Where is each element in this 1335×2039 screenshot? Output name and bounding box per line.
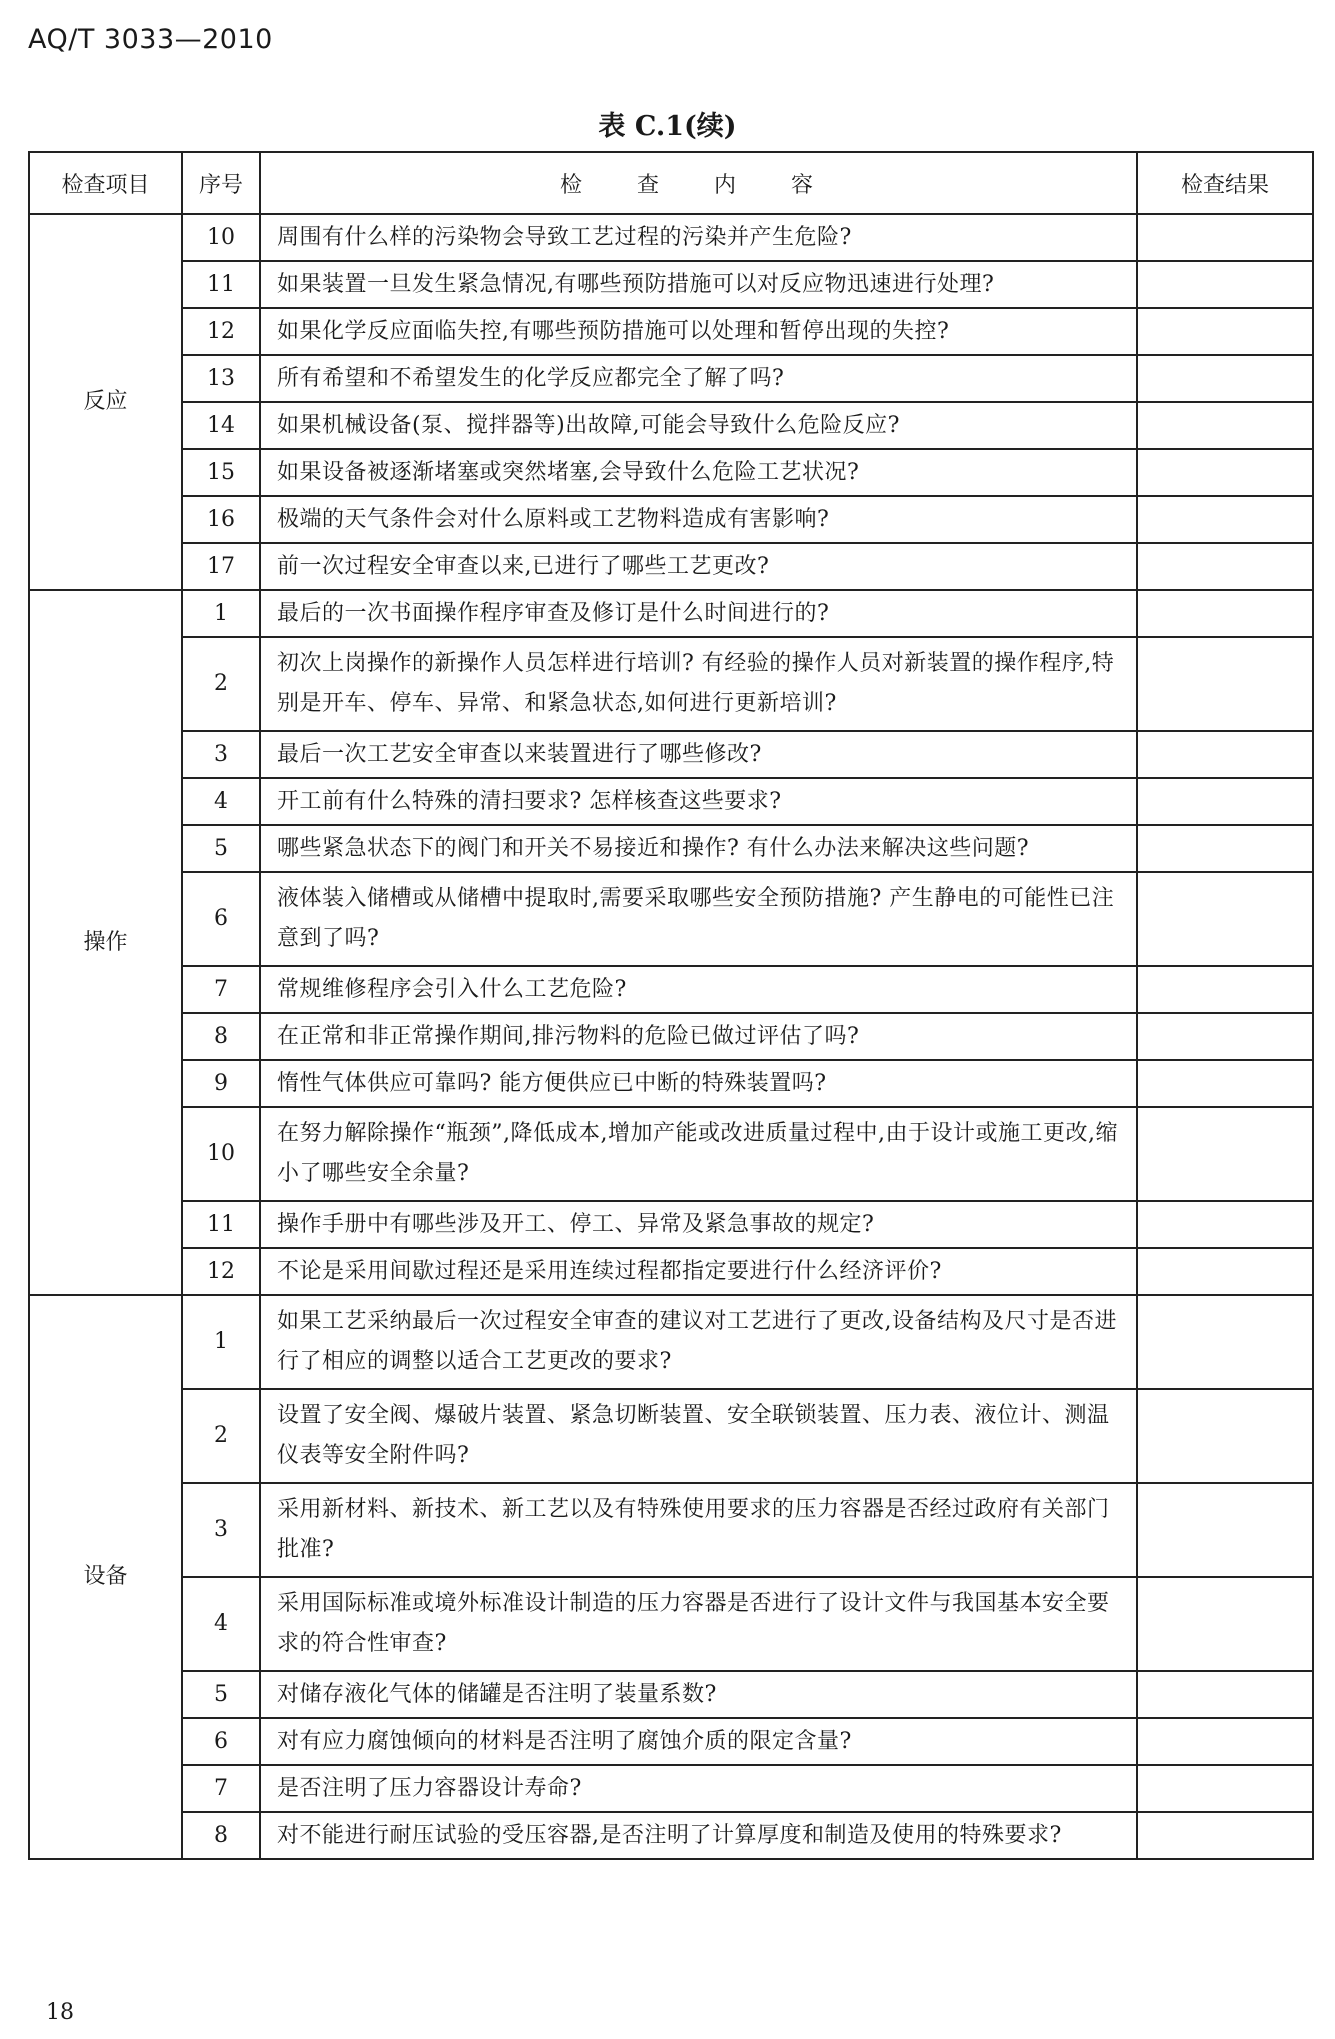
result-cell[interactable] — [1137, 872, 1313, 966]
number-cell: 5 — [182, 825, 260, 872]
content-cell: 是否注明了压力容器设计寿命? — [260, 1765, 1137, 1812]
content-cell: 对储存液化气体的储罐是否注明了装量系数? — [260, 1671, 1137, 1718]
number-cell: 1 — [182, 590, 260, 637]
content-cell: 在努力解除操作“瓶颈”,降低成本,增加产能或改进质量过程中,由于设计或施工更改,缩小了哪些安全余量? — [260, 1107, 1137, 1201]
number-cell: 15 — [182, 449, 260, 496]
result-cell[interactable] — [1137, 214, 1313, 261]
number-cell: 11 — [182, 261, 260, 308]
result-cell[interactable] — [1137, 1812, 1313, 1859]
number-cell: 2 — [182, 637, 260, 731]
number-cell: 10 — [182, 214, 260, 261]
number-cell: 8 — [182, 1812, 260, 1859]
header-row — [29, 152, 1313, 214]
table-row — [29, 590, 1313, 637]
result-cell[interactable] — [1137, 637, 1313, 731]
number-cell: 17 — [182, 543, 260, 590]
result-cell[interactable] — [1137, 1248, 1313, 1295]
content-cell: 操作手册中有哪些涉及开工、停工、异常及紧急事故的规定? — [260, 1201, 1137, 1248]
result-cell[interactable] — [1137, 778, 1313, 825]
number-cell: 3 — [182, 1483, 260, 1577]
header-content-label: 检 查 内 容 — [560, 172, 837, 198]
content-cell: 如果工艺采纳最后一次过程安全审查的建议对工艺进行了更改,设备结构及尺寸是否进行了相应的调整以适合工艺更改的要求? — [260, 1295, 1137, 1389]
content-cell: 对有应力腐蚀倾向的材料是否注明了腐蚀介质的限定含量? — [260, 1718, 1137, 1765]
content-cell: 前一次过程安全审查以来,已进行了哪些工艺更改? — [260, 543, 1137, 590]
result-cell[interactable] — [1137, 590, 1313, 637]
content-cell: 采用新材料、新技术、新工艺以及有特殊使用要求的压力容器是否经过政府有关部门批准? — [260, 1483, 1137, 1577]
result-cell[interactable] — [1137, 731, 1313, 778]
table-row — [29, 1295, 1313, 1389]
content-cell: 如果设备被逐渐堵塞或突然堵塞,会导致什么危险工艺状况? — [260, 449, 1137, 496]
page-number: 18 — [46, 2000, 74, 2025]
table-body — [29, 214, 1313, 1859]
content-cell: 设置了安全阀、爆破片装置、紧急切断装置、安全联锁装置、压力表、液位计、测温仪表等安全附件吗? — [260, 1389, 1137, 1483]
number-cell: 4 — [182, 778, 260, 825]
content-cell: 常规维修程序会引入什么工艺危险? — [260, 966, 1137, 1013]
number-cell: 10 — [182, 1107, 260, 1201]
header-content — [260, 152, 1137, 214]
table-row — [29, 778, 1313, 825]
table-row — [29, 1577, 1313, 1671]
table-row — [29, 825, 1313, 872]
number-cell: 12 — [182, 308, 260, 355]
table-row — [29, 1671, 1313, 1718]
document-code: AQ/T 3033—2010 — [28, 24, 273, 55]
number-cell: 4 — [182, 1577, 260, 1671]
content-cell: 所有希望和不希望发生的化学反应都完全了解了吗? — [260, 355, 1137, 402]
content-cell: 对不能进行耐压试验的受压容器,是否注明了计算厚度和制造及使用的特殊要求? — [260, 1812, 1137, 1859]
content-cell: 液体装入储槽或从储槽中提取时,需要采取哪些安全预防措施? 产生静电的可能性已注意到了吗? — [260, 872, 1137, 966]
result-cell[interactable] — [1137, 543, 1313, 590]
result-cell[interactable] — [1137, 402, 1313, 449]
number-cell: 12 — [182, 1248, 260, 1295]
table-row — [29, 1483, 1313, 1577]
result-cell[interactable] — [1137, 966, 1313, 1013]
content-cell: 初次上岗操作的新操作人员怎样进行培训? 有经验的操作人员对新装置的操作程序,特别是开车、停车、异常、和紧急状态,如何进行更新培训? — [260, 637, 1137, 731]
number-cell: 14 — [182, 402, 260, 449]
table-row — [29, 1107, 1313, 1201]
result-cell[interactable] — [1137, 1483, 1313, 1577]
result-cell[interactable] — [1137, 1718, 1313, 1765]
table-row — [29, 1201, 1313, 1248]
result-cell[interactable] — [1137, 261, 1313, 308]
header-result: 检查结果 — [1137, 152, 1313, 214]
number-cell: 7 — [182, 966, 260, 1013]
table-row — [29, 731, 1313, 778]
table-row — [29, 872, 1313, 966]
table-row — [29, 402, 1313, 449]
content-cell: 在正常和非正常操作期间,排污物料的危险已做过评估了吗? — [260, 1013, 1137, 1060]
content-cell: 如果机械设备(泵、搅拌器等)出故障,可能会导致什么危险反应? — [260, 402, 1137, 449]
number-cell: 8 — [182, 1013, 260, 1060]
result-cell[interactable] — [1137, 1765, 1313, 1812]
result-cell[interactable] — [1137, 1295, 1313, 1389]
table-title: 表 C.1(续) — [598, 111, 737, 142]
content-cell: 如果装置一旦发生紧急情况,有哪些预防措施可以对反应物迅速进行处理? — [260, 261, 1137, 308]
number-cell: 1 — [182, 1295, 260, 1389]
table-row — [29, 308, 1313, 355]
table-row — [29, 214, 1313, 261]
table-row — [29, 1718, 1313, 1765]
result-cell[interactable] — [1137, 1671, 1313, 1718]
table-row — [29, 543, 1313, 590]
content-cell: 开工前有什么特殊的清扫要求? 怎样核查这些要求? — [260, 778, 1137, 825]
number-cell: 2 — [182, 1389, 260, 1483]
result-cell[interactable] — [1137, 1107, 1313, 1201]
result-cell[interactable] — [1137, 355, 1313, 402]
content-cell: 不论是采用间歇过程还是采用连续过程都指定要进行什么经济评价? — [260, 1248, 1137, 1295]
checklist-table — [28, 151, 1314, 1860]
result-cell[interactable] — [1137, 496, 1313, 543]
number-cell: 9 — [182, 1060, 260, 1107]
table-row — [29, 449, 1313, 496]
content-cell: 最后一次工艺安全审查以来装置进行了哪些修改? — [260, 731, 1137, 778]
table-row — [29, 1812, 1313, 1859]
table-row — [29, 1060, 1313, 1107]
table-row — [29, 496, 1313, 543]
content-cell: 采用国际标准或境外标准设计制造的压力容器是否进行了设计文件与我国基本安全要求的符合性审查? — [260, 1577, 1137, 1671]
table-row — [29, 637, 1313, 731]
content-cell: 惰性气体供应可靠吗? 能方便供应已中断的特殊装置吗? — [260, 1060, 1137, 1107]
result-cell[interactable] — [1137, 308, 1313, 355]
number-cell: 3 — [182, 731, 260, 778]
result-cell[interactable] — [1137, 449, 1313, 496]
category-cell: 设备 — [29, 1295, 182, 1859]
number-cell: 6 — [182, 872, 260, 966]
content-cell: 如果化学反应面临失控,有哪些预防措施可以处理和暂停出现的失控? — [260, 308, 1137, 355]
result-cell[interactable] — [1137, 1013, 1313, 1060]
table-row — [29, 966, 1313, 1013]
number-cell: 5 — [182, 1671, 260, 1718]
category-cell: 操作 — [29, 590, 182, 1295]
table-row — [29, 1248, 1313, 1295]
number-cell: 16 — [182, 496, 260, 543]
header-category: 检查项目 — [29, 152, 182, 214]
content-cell: 最后的一次书面操作程序审查及修订是什么时间进行的? — [260, 590, 1137, 637]
table-row — [29, 261, 1313, 308]
number-cell: 7 — [182, 1765, 260, 1812]
category-cell: 反应 — [29, 214, 182, 590]
result-cell[interactable] — [1137, 1060, 1313, 1107]
table-row — [29, 355, 1313, 402]
result-cell[interactable] — [1137, 825, 1313, 872]
number-cell: 13 — [182, 355, 260, 402]
result-cell[interactable] — [1137, 1577, 1313, 1671]
table-row — [29, 1013, 1313, 1060]
content-cell: 极端的天气条件会对什么原料或工艺物料造成有害影响? — [260, 496, 1137, 543]
content-cell: 周围有什么样的污染物会导致工艺过程的污染并产生危险? — [260, 214, 1137, 261]
number-cell: 11 — [182, 1201, 260, 1248]
result-cell[interactable] — [1137, 1389, 1313, 1483]
result-cell[interactable] — [1137, 1201, 1313, 1248]
table-row — [29, 1765, 1313, 1812]
table-row — [29, 1389, 1313, 1483]
number-cell: 6 — [182, 1718, 260, 1765]
content-cell: 哪些紧急状态下的阀门和开关不易接近和操作? 有什么办法来解决这些问题? — [260, 825, 1137, 872]
header-number: 序号 — [182, 152, 260, 214]
